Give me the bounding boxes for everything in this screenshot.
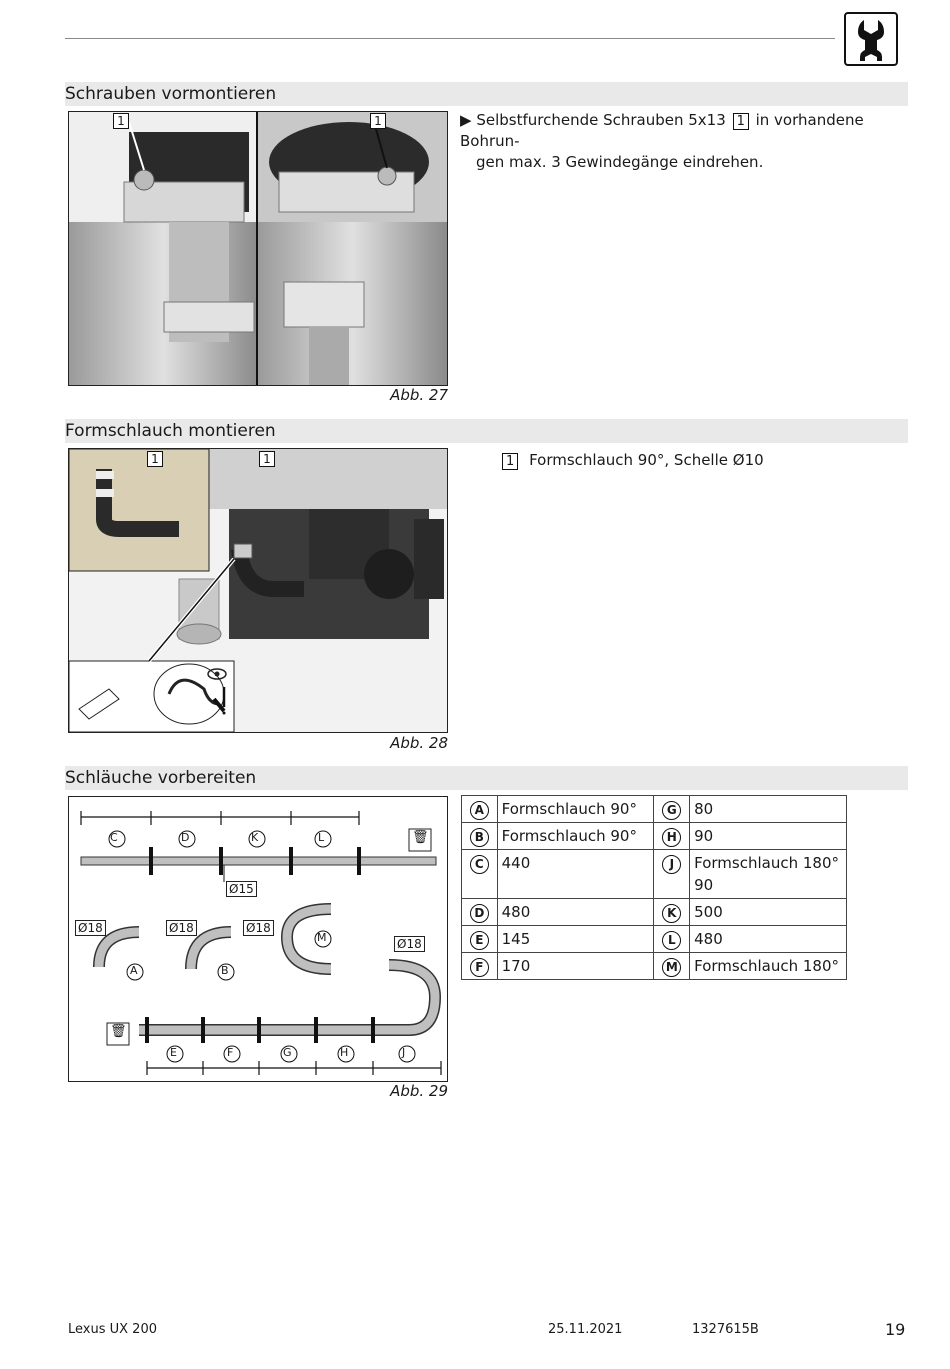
callout-1-right: 1 [370,113,386,129]
legend-key: G [662,801,681,820]
trash-cut-icon: 🗑 [412,830,429,845]
legend-formschlauch: 1 Formschlauch 90°, Schelle Ø10 [500,450,900,471]
ref-number: 1 [733,113,749,130]
callout-1-left: 1 [113,113,129,129]
legend-table [461,795,847,980]
legend-value [690,899,847,926]
dim-label-e: E [170,1046,177,1059]
legend-row [462,850,847,899]
legend-value-text: Formschlauch 90° [501,800,637,818]
legend-value-text: 480 [694,930,723,948]
legend-key: B [470,828,489,847]
legend-value [690,823,847,850]
legend-value [690,926,847,953]
legend-key: C [470,855,489,874]
legend-key: E [470,931,489,950]
legend-key: L [662,931,681,950]
header-rule [65,38,835,39]
legend-key: K [662,904,681,923]
dim-label-g: G [283,1046,292,1059]
legend-value-text: 90 [694,827,714,845]
instruction-schrauben: ▶ Selbstfurchende Schrauben 5x13 1 in vorhandene Bohrun- gen max. 3 Gewindegänge eindrehen. [460,111,864,171]
legend-value [497,953,654,980]
legend-value-text: Formschlauch 180° [694,957,839,975]
legend-value [497,796,654,823]
legend-value [497,823,654,850]
legend-value [497,899,654,926]
legend-key: M [662,958,681,977]
page-number: 19 [885,1320,906,1339]
dim-label-j: J [402,1046,406,1059]
section-title-schlaeuche: Schläuche vorbereiten [65,766,908,790]
legend-row [462,823,847,850]
legend-key: A [470,801,489,820]
dim-label-c: C [110,831,118,844]
callout-1-inset: 1 [147,451,163,467]
trash-cut-icon: 🗑 [110,1024,127,1039]
callout-1-main: 1 [259,451,275,467]
figure-caption-27: Abb. 27 [390,386,448,404]
part-label-m: M [317,931,327,944]
footer-doc: 1327615B [692,1322,759,1337]
legend-value-text: 440 [501,854,531,872]
legend-value-text: 145 [501,930,531,948]
legend-key: H [662,828,681,847]
dia-label-18-j: Ø18 [394,936,425,952]
dim-label-d: D [181,831,190,844]
legend-row [462,953,847,980]
wrench-icon [844,12,898,66]
legend-value-text: Formschlauch 90° [501,827,637,845]
legend-value [497,850,654,899]
section-title-schrauben: Schrauben vormontieren [65,82,908,106]
dim-label-k: K [251,831,259,844]
legend-value-text: 90 [694,876,714,894]
figure-caption-28: Abb. 28 [390,734,448,752]
legend-value-text: 80 [694,800,714,818]
ref-number: 1 [502,453,518,470]
legend-key: J [662,855,681,874]
legend-value-text: 170 [501,957,531,975]
figure-caption-29: Abb. 29 [390,1082,448,1100]
footer-model: Lexus UX 200 [68,1322,157,1337]
bullet-arrow-icon: ▶ [460,111,472,129]
legend-key: F [470,958,489,977]
legend-value [690,953,847,980]
legend-value [690,850,847,899]
dia-label-18-m: Ø18 [243,920,274,936]
dim-label-h: H [340,1046,349,1059]
part-label-a: A [130,964,138,977]
dia-label-15: Ø15 [226,881,257,897]
legend-row [462,899,847,926]
photo-schrauben [68,111,448,386]
legend-key: D [470,904,489,923]
dim-label-l: L [318,831,325,844]
section-title-formschlauch: Formschlauch montieren [65,419,908,443]
legend-row [462,796,847,823]
legend-value [690,796,847,823]
photo-formschlauch [68,448,448,733]
dia-label-18-b: Ø18 [166,920,197,936]
legend-value-text: 480 [501,903,531,921]
dia-label-18-a: Ø18 [75,920,106,936]
footer-date: 25.11.2021 [548,1322,623,1337]
dim-label-f: F [227,1046,234,1059]
legend-row [462,926,847,953]
legend-value-text: Formschlauch 180° [694,854,839,872]
part-label-b: B [221,964,229,977]
legend-value [497,926,654,953]
legend-value-text: 500 [694,903,723,921]
